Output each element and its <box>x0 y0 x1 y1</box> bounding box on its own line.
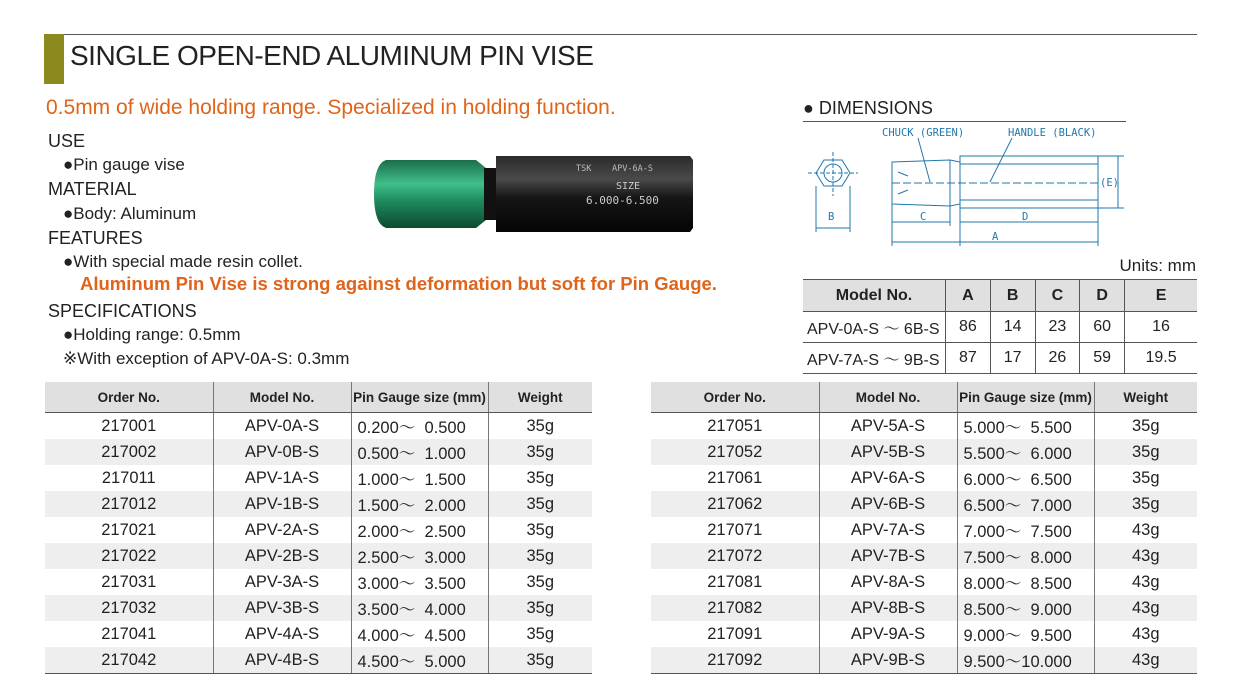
page-title: SINGLE OPEN-END ALUMINUM PIN VISE <box>70 40 594 71</box>
weight-cell: 43g <box>1094 647 1197 674</box>
weight-cell: 35g <box>488 595 592 621</box>
features-heading: FEATURES <box>48 228 143 248</box>
model-no-cell: APV-3B-S <box>213 595 351 621</box>
pin-gauge-size-cell: 0.200～ 0.500 <box>351 413 488 440</box>
model-no-cell: APV-2B-S <box>213 543 351 569</box>
title-accent-bar <box>44 34 64 84</box>
dim-e-label: (E) <box>1100 177 1119 189</box>
weight-cell: 43g <box>1094 621 1197 647</box>
dimensions-rule <box>803 121 1126 122</box>
order-header-row <box>651 382 1197 413</box>
engraving-model: APV-6A-S <box>612 164 653 174</box>
dimensions-heading: ● DIMENSIONS <box>803 98 933 118</box>
model-no-cell: APV-9B-S <box>819 647 957 674</box>
engraving-size-range: 6.000-6.500 <box>586 194 659 207</box>
dim-col-b: B <box>990 280 1035 312</box>
title-rule <box>64 34 1197 35</box>
weight-cell: 35g <box>488 569 592 595</box>
pin-gauge-size-cell: 5.000～ 5.500 <box>957 413 1094 440</box>
weight-cell: 43g <box>1094 595 1197 621</box>
use-item: ●Pin gauge vise <box>63 155 185 174</box>
features-item: ●With special made resin collet. <box>63 252 303 271</box>
weight-cell: 35g <box>488 543 592 569</box>
col-pin-gauge-size: Pin Gauge size (mm) <box>351 382 488 413</box>
pin-gauge-size-cell: 9.500～10.000 <box>957 647 1094 674</box>
order-no-cell: 217091 <box>707 624 763 643</box>
order-no-cell: 217031 <box>101 572 157 591</box>
dim-cell: APV-0A-S ～ 6B-S <box>803 312 946 343</box>
order-no-cell: 217081 <box>707 572 763 591</box>
col-model-no: Model No. <box>213 382 351 413</box>
table-row <box>45 543 592 569</box>
model-no-cell: APV-1B-S <box>213 491 351 517</box>
weight-cell: 35g <box>488 647 592 674</box>
dim-cell: 16 <box>1125 312 1197 343</box>
col-order-no: Order No. <box>651 382 819 413</box>
order-no-cell: 217021 <box>101 520 157 539</box>
engraving-logo: TSK <box>576 164 592 174</box>
weight-cell: 43g <box>1094 517 1197 543</box>
order-table-right <box>651 382 1197 674</box>
model-no-cell: APV-3A-S <box>213 569 351 595</box>
pin-gauge-size-cell: 6.500～ 7.000 <box>957 491 1094 517</box>
order-no-cell: 217072 <box>651 543 819 569</box>
order-no-cell: 217032 <box>45 595 213 621</box>
table-row <box>651 595 1197 621</box>
model-no-cell: APV-2A-S <box>213 517 351 543</box>
weight-cell: 35g <box>488 517 592 543</box>
pin-gauge-size-cell: 4.500～ 5.000 <box>351 647 488 674</box>
order-no-cell: 217002 <box>45 439 213 465</box>
dim-cell: 17 <box>990 343 1035 374</box>
col-model-no: Model No. <box>819 382 957 413</box>
weight-cell: 35g <box>488 491 592 517</box>
order-no-cell: 217082 <box>651 595 819 621</box>
pin-gauge-size-cell: 5.500～ 6.000 <box>957 439 1094 465</box>
order-header-row <box>45 382 592 413</box>
pin-vise-product-image <box>372 154 694 234</box>
order-no-cell: 217041 <box>101 624 157 643</box>
order-no-cell: 217051 <box>707 416 763 435</box>
dim-cell: 14 <box>990 312 1035 343</box>
dim-cell: 23 <box>1035 312 1080 343</box>
weight-cell: 35g <box>1094 491 1197 517</box>
order-no-cell: 217062 <box>651 491 819 517</box>
handle-label: HANDLE (BLACK) <box>1008 127 1097 139</box>
model-no-cell: APV-8B-S <box>819 595 957 621</box>
model-no-cell: APV-7B-S <box>819 543 957 569</box>
spec-holding-range: ●Holding range: 0.5mm <box>63 325 241 344</box>
weight-cell: 43g <box>1094 543 1197 569</box>
dim-cell: 60 <box>1080 312 1125 343</box>
weight-cell: 35g <box>488 465 592 491</box>
weight-cell: 35g <box>1094 465 1197 491</box>
table-row <box>651 491 1197 517</box>
col-order-no: Order No. <box>45 382 213 413</box>
model-no-cell: APV-6B-S <box>819 491 957 517</box>
dimensions-table <box>803 279 1197 374</box>
dim-col-c: C <box>1035 280 1080 312</box>
dim-col-model: Model No. <box>803 280 946 312</box>
pin-gauge-size-cell: 7.000～ 7.500 <box>957 517 1094 543</box>
dim-col-e: E <box>1125 280 1197 312</box>
table-row <box>45 569 592 595</box>
pin-gauge-size-cell: 1.500～ 2.000 <box>351 491 488 517</box>
pin-gauge-size-cell: 1.000～ 1.500 <box>351 465 488 491</box>
dim-cell: 19.5 <box>1125 343 1197 374</box>
order-no-cell: 217022 <box>45 543 213 569</box>
use-heading: USE <box>48 131 86 151</box>
col-weight: Weight <box>488 382 592 413</box>
model-no-cell: APV-0A-S <box>213 413 351 440</box>
weight-cell: 35g <box>1094 413 1197 440</box>
model-no-cell: APV-5B-S <box>819 439 957 465</box>
model-no-cell: APV-7A-S <box>819 517 957 543</box>
pin-gauge-size-cell: 9.000～ 9.500 <box>957 621 1094 647</box>
model-no-cell: APV-4A-S <box>213 621 351 647</box>
table-row <box>651 543 1197 569</box>
table-row <box>45 491 592 517</box>
dim-d-label: D <box>1022 211 1029 223</box>
pin-gauge-size-cell: 7.500～ 8.000 <box>957 543 1094 569</box>
pin-gauge-size-cell: 6.000～ 6.500 <box>957 465 1094 491</box>
pin-gauge-size-cell: 0.500～ 1.000 <box>351 439 488 465</box>
dim-cell: 26 <box>1035 343 1080 374</box>
table-row <box>45 439 592 465</box>
weight-cell: 43g <box>1094 569 1197 595</box>
weight-cell: 35g <box>488 439 592 465</box>
table-row <box>651 569 1197 595</box>
table-row <box>651 517 1197 543</box>
dim-cell: 87 <box>946 343 991 374</box>
order-no-cell: 217061 <box>707 468 763 487</box>
order-no-cell: 217011 <box>101 468 156 487</box>
model-no-cell: APV-1A-S <box>213 465 351 491</box>
order-no-cell: 217052 <box>651 439 819 465</box>
dim-col-a: A <box>946 280 991 312</box>
model-no-cell: APV-9A-S <box>819 621 957 647</box>
table-row <box>45 621 592 647</box>
table-row <box>45 595 592 621</box>
dimensions-row <box>803 343 1197 374</box>
weight-cell: 35g <box>488 413 592 440</box>
model-no-cell: APV-0B-S <box>213 439 351 465</box>
dim-a-label: A <box>992 231 999 243</box>
model-no-cell: APV-5A-S <box>819 413 957 440</box>
pin-gauge-size-cell: 8.500～ 9.000 <box>957 595 1094 621</box>
tagline: 0.5mm of wide holding range. Specialized in holding function. <box>46 96 616 119</box>
table-row <box>651 413 1197 440</box>
table-row <box>45 413 592 440</box>
table-row <box>651 621 1197 647</box>
col-pin-gauge-size: Pin Gauge size (mm) <box>957 382 1094 413</box>
dim-cell: 59 <box>1080 343 1125 374</box>
units-label: Units: mm <box>1119 256 1196 275</box>
table-row <box>45 465 592 491</box>
dim-b-label: B <box>828 211 835 223</box>
order-table-left <box>45 382 592 674</box>
order-no-cell: 217001 <box>101 416 157 435</box>
pin-gauge-size-cell: 3.000～ 3.500 <box>351 569 488 595</box>
table-row <box>651 465 1197 491</box>
pin-gauge-size-cell: 3.500～ 4.000 <box>351 595 488 621</box>
model-no-cell: APV-4B-S <box>213 647 351 674</box>
dim-col-d: D <box>1080 280 1125 312</box>
order-no-cell: 217071 <box>707 520 763 539</box>
order-no-cell: 217012 <box>45 491 213 517</box>
table-row <box>651 647 1197 674</box>
dim-cell: 86 <box>946 312 991 343</box>
pin-gauge-size-cell: 2.000～ 2.500 <box>351 517 488 543</box>
dim-c-label: C <box>920 211 927 223</box>
table-row <box>651 439 1197 465</box>
table-row <box>45 517 592 543</box>
dimension-drawing <box>800 124 1140 249</box>
col-weight: Weight <box>1094 382 1197 413</box>
pin-gauge-size-cell: 4.000～ 4.500 <box>351 621 488 647</box>
order-no-cell: 217092 <box>651 647 819 674</box>
model-no-cell: APV-8A-S <box>819 569 957 595</box>
table-row <box>45 647 592 674</box>
weight-cell: 35g <box>1094 439 1197 465</box>
weight-cell: 35g <box>488 621 592 647</box>
pin-gauge-size-cell: 2.500～ 3.000 <box>351 543 488 569</box>
material-heading: MATERIAL <box>48 179 137 199</box>
material-item: ●Body: Aluminum <box>63 204 197 223</box>
engraving-size-label: SIZE <box>616 181 641 192</box>
dimensions-row <box>803 312 1197 343</box>
chuck-label: CHUCK (GREEN) <box>882 127 965 139</box>
order-no-cell: 217042 <box>45 647 213 674</box>
spec-exception: ※With exception of APV-0A-S: 0.3mm <box>63 349 350 368</box>
dimensions-header-row <box>803 280 1197 312</box>
features-highlight: Aluminum Pin Vise is strong against deformation but soft for Pin Gauge. <box>80 273 717 294</box>
pin-gauge-size-cell: 8.000～ 8.500 <box>957 569 1094 595</box>
dim-cell: APV-7A-S ～ 9B-S <box>803 343 946 374</box>
model-no-cell: APV-6A-S <box>819 465 957 491</box>
specifications-heading: SPECIFICATIONS <box>48 301 197 321</box>
